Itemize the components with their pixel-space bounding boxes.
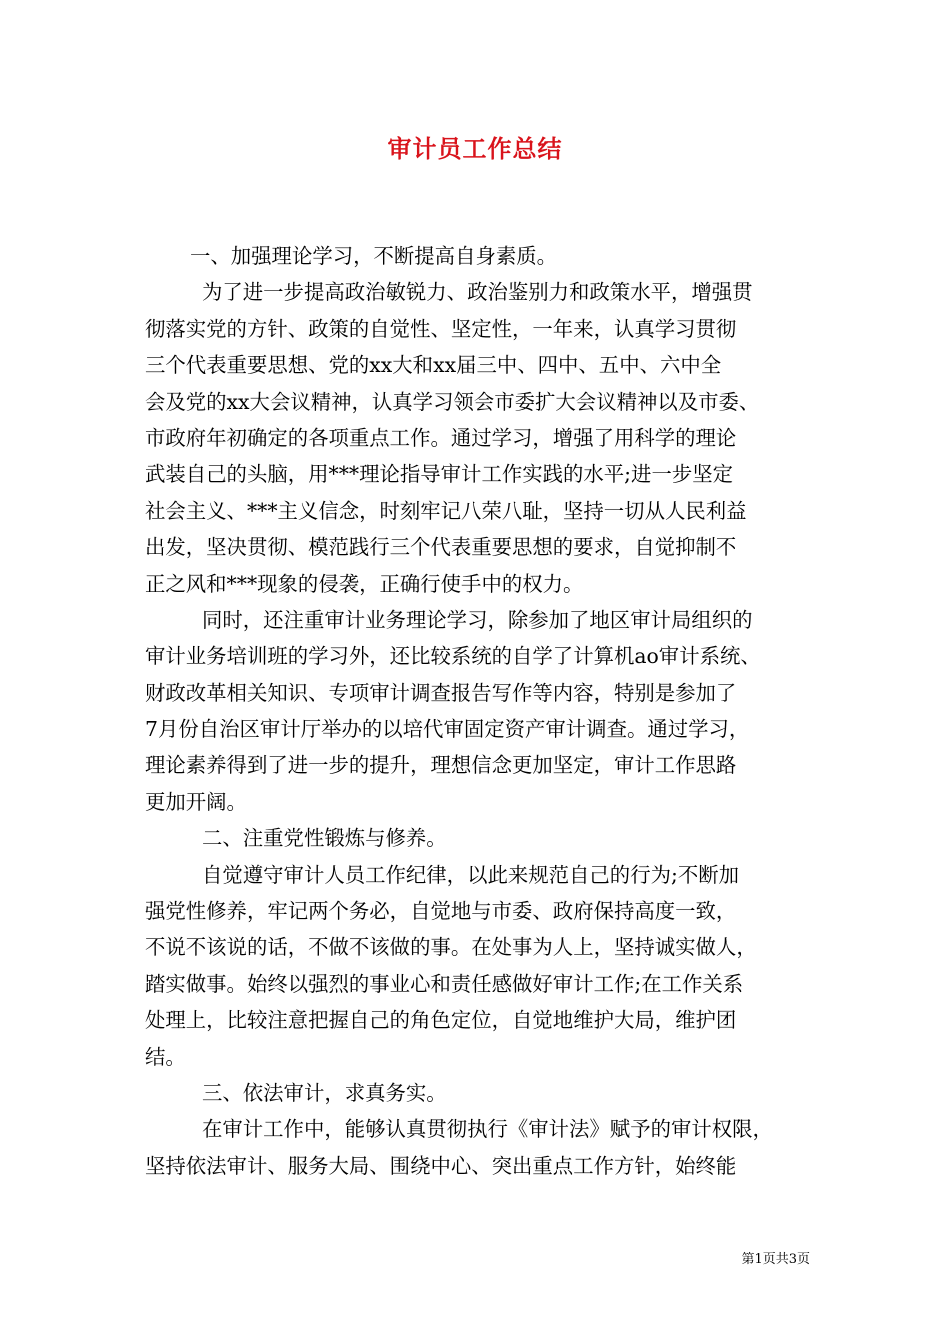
- paragraph-line: 武装自己的头脑，用***理论指导审计工作实践的水平;进一步坚定: [145, 462, 733, 487]
- paragraph-line: 结。: [145, 1044, 186, 1069]
- paragraph-line: 彻落实党的方针、政策的自觉性、坚定性，一年来，认真学习贯彻: [145, 316, 737, 341]
- section-heading-3: 三、依法审计，求真务实。: [202, 1080, 447, 1105]
- paragraph-line: 踏实做事。始终以强烈的事业心和责任感做好审计工作;在工作关系: [145, 971, 744, 996]
- page-number: 第1页共3页: [741, 1252, 810, 1267]
- paragraph-line: 出发，坚决贯彻、模范践行三个代表重要思想的要求，自觉抑制不: [145, 535, 737, 560]
- paragraph-line: 审计业务培训班的学习外，还比较系统的自学了计算机ao审计系统、: [145, 644, 761, 669]
- document-body: [145, 238, 810, 1184]
- paragraph-line: 三个代表重要思想、党的xx大和xx届三中、四中、五中、六中全: [145, 353, 722, 378]
- paragraph-line: 市政府年初确定的各项重点工作。通过学习，增强了用科学的理论: [145, 425, 737, 450]
- paragraph-line: 自觉遵守审计人员工作纪律，以此来规范自己的行为;不断加: [202, 862, 740, 887]
- paragraph-line: 7月份自治区审计厅举办的以培代审固定资产审计调查。通过学习，: [145, 717, 750, 742]
- paragraph-line: 社会主义、***主义信念，时刻牢记八荣八耻，坚持一切从人民利益: [145, 498, 747, 523]
- paragraph-line: 理论素养得到了进一步的提升，理想信念更加坚定，审计工作思路: [145, 753, 737, 778]
- section-heading-1: 一、加强理论学习，不断提高自身素质。: [190, 244, 558, 268]
- paragraph-line: 为了进一步提高政治敏锐力、政治鉴别力和政策水平，增强贯: [202, 280, 753, 305]
- section-heading-2: 二、注重党性锻炼与修养。: [202, 826, 447, 851]
- paragraph-line: 财政改革相关知识、专项审计调查报告写作等内容，特别是参加了: [145, 680, 737, 705]
- paragraph-line: 正之风和***现象的侵袭，正确行使手中的权力。: [145, 571, 584, 596]
- paragraph-line: 坚持依法审计、服务大局、围绕中心、突出重点工作方针，始终能: [145, 1153, 737, 1178]
- paragraph-line: 同时，还注重审计业务理论学习，除参加了地区审计局组织的: [202, 607, 753, 632]
- paragraph-line: 强党性修养，牢记两个务必，自觉地与市委、政府保持高度一致，: [145, 899, 737, 924]
- paragraph-line: 在审计工作中，能够认真贯彻执行《审计法》赋予的审计权限，: [202, 1117, 773, 1142]
- document-title: 审计员工作总结: [387, 135, 563, 163]
- paragraph-line: 会及党的xx大会议精神，认真学习领会市委扩大会议精神以及市委、: [145, 389, 760, 414]
- paragraph-line: 不说不该说的话，不做不该做的事。在处事为人上，坚持诚实做人，: [145, 935, 757, 960]
- paragraph-line: 处理上，比较注意把握自己的角色定位，自觉地维护大局，维护团: [145, 1008, 737, 1033]
- paragraph-line: 更加开阔。: [145, 789, 247, 814]
